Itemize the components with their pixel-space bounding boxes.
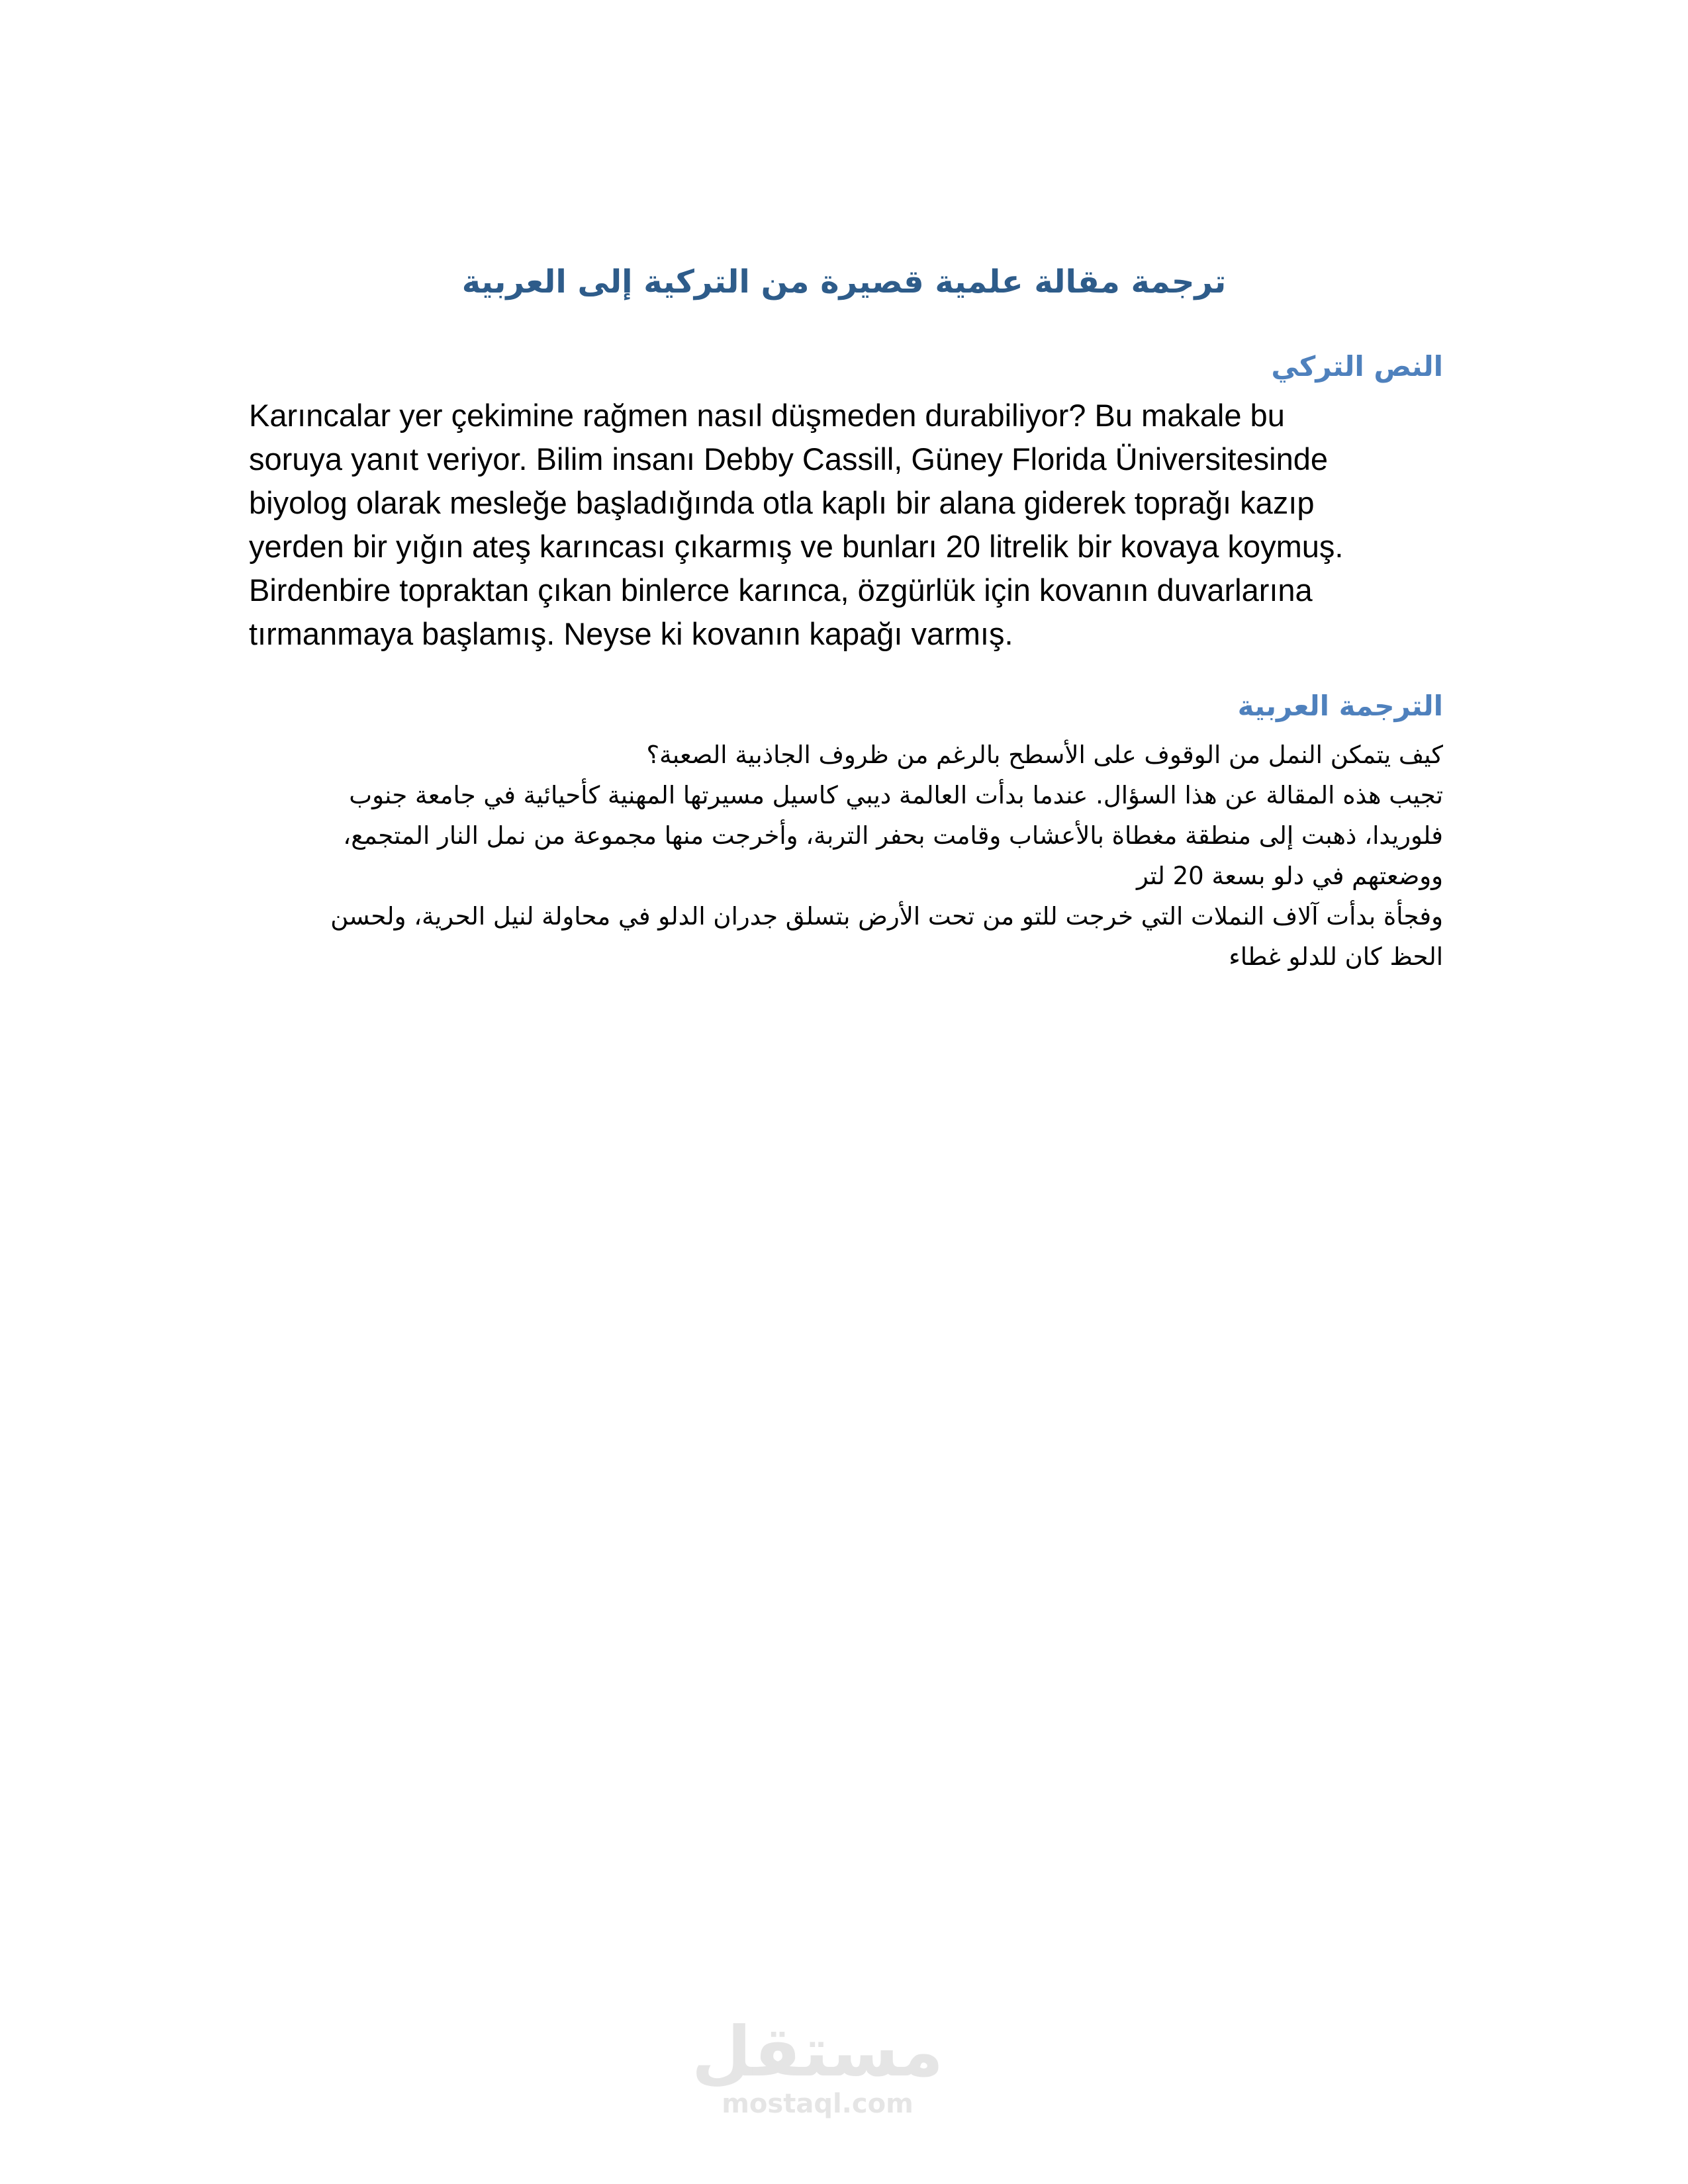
turkish-line: tırmanmaya başlamış. Neyse ki kovanın kapağı varmış. <box>249 616 1013 651</box>
turkish-line: yerden bir yığın ateş karıncası çıkarmış ve bunları 20 litrelik bir kovaya koymuş. <box>249 529 1344 564</box>
arabic-line: تجيب هذه المقالة عن هذا السؤال. عندما بدأت العالمة ديبي كاسيل مسيرتها المهنية كأحيائية في جامعة جنوب <box>349 781 1443 809</box>
watermark-logo-arabic: مستقل <box>691 2011 944 2092</box>
turkish-section-heading: النص التركي <box>1271 350 1443 383</box>
turkish-line: Birdenbire topraktan çıkan binlerce karınca, özgürlük için kovanın duvarlarına <box>249 572 1313 608</box>
turkish-line: Karıncalar yer çekimine rağmen nasıl düşmeden durabiliyor? Bu makale bu <box>249 398 1285 433</box>
arabic-line: كيف يتمكن النمل من الوقوف على الأسطح بالرغم من ظروف الجاذبية الصعبة؟ <box>646 741 1443 769</box>
arabic-line: الحظ كان للدلو غطاء <box>1229 942 1443 971</box>
arabic-paragraph <box>245 735 1443 977</box>
turkish-line: soruya yanıt veriyor. Bilim insanı Debby Cassill, Güney Florida Üniversitesinde <box>249 441 1328 477</box>
arabic-line: ووضعتهم في دلو بسعة 20 لتر <box>1137 862 1443 890</box>
arabic-line: وفجأة بدأت آلاف النملات التي خرجت للتو من تحت الأرض بتسلق جدران الدلو في محاولة لنيل الحرية، ولحسن <box>330 902 1443 931</box>
document-title: ترجمة مقالة علمية قصيرة من التركية إلى العربية <box>461 263 1227 300</box>
turkish-line: biyolog olarak mesleğe başladığında otla kaplı bir alana giderek toprağı kazıp <box>249 485 1315 520</box>
mostaql-watermark <box>685 2012 950 2120</box>
watermark-logo-latin: mostaql.com <box>722 2089 914 2119</box>
arabic-section-heading: الترجمة العربية <box>1237 690 1443 722</box>
turkish-paragraph <box>249 394 1447 656</box>
arabic-line: فلوريدا، ذهبت إلى منطقة مغطاة بالأعشاب وقامت بحفر التربة، وأخرجت منها مجموعة من نمل النار المتجمع، <box>343 821 1443 850</box>
